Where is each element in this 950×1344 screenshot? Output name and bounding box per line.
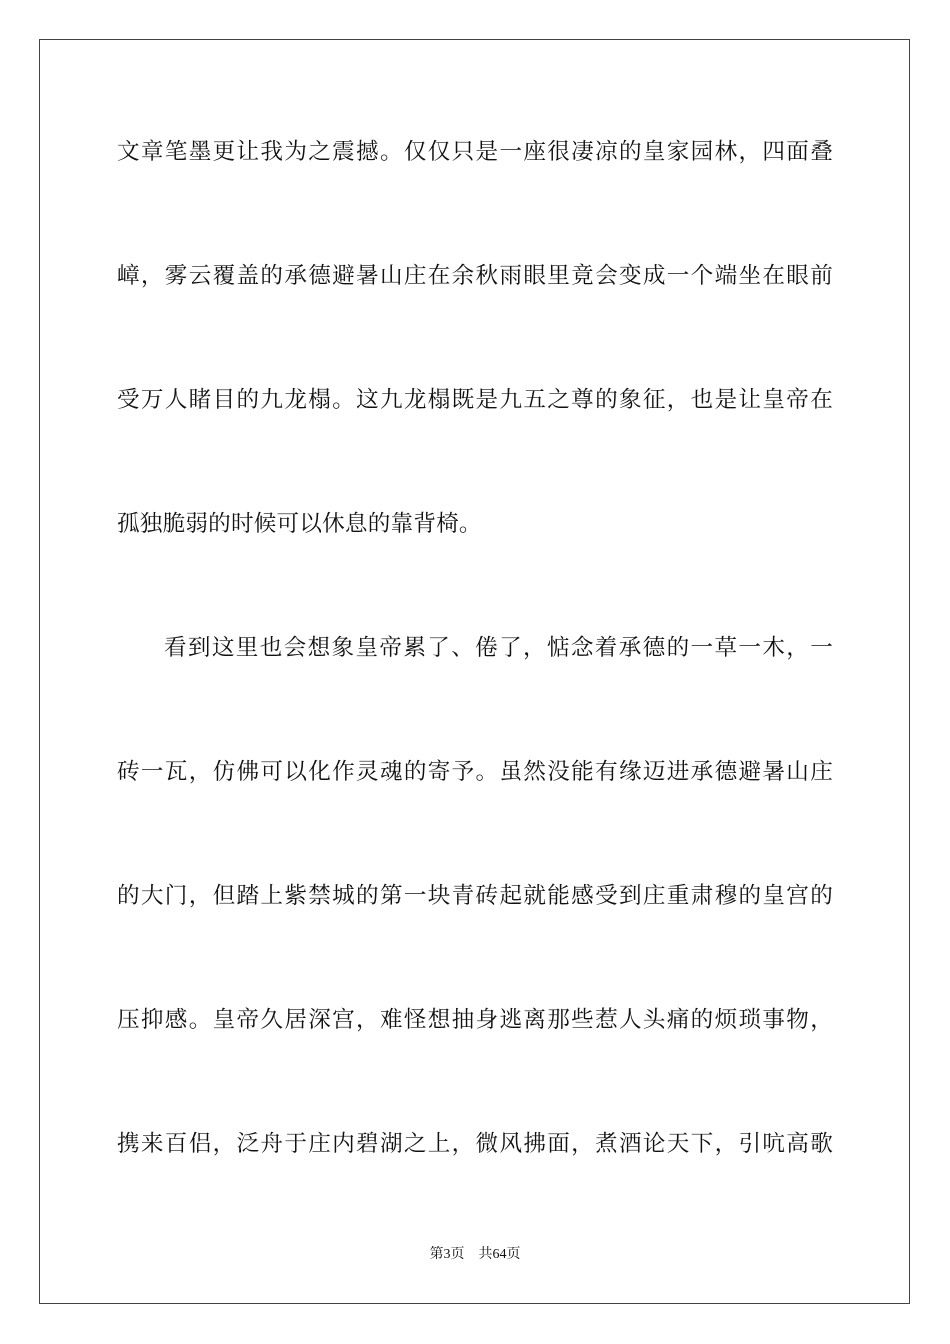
paragraph-first-line: 看到这里也会想象皇帝累了、倦了，惦念着承德的一草一木，一: [164, 635, 833, 661]
page-total: 共64页: [478, 1247, 521, 1262]
text-line: 压抑感。皇帝久居深宫，难怪想抽身逃离那些惹人头痛的烦琐事物，: [117, 1007, 833, 1033]
page-border: [39, 39, 910, 1304]
text-line: 的大门，但踏上紫禁城的第一块青砖起就能感受到庄重肃穆的皇宫的: [117, 883, 833, 909]
text-line: 孤独脆弱的时候可以休息的靠背椅。: [117, 511, 482, 537]
page-footer: [0, 1246, 950, 1264]
page-number: 第3页: [429, 1247, 465, 1262]
text-line: 携来百侣，泛舟于庄内碧湖之上，微风拂面，煮酒论天下，引吭高歌: [117, 1131, 833, 1157]
text-line: 受万人睹目的九龙榻。这九龙榻既是九五之尊的象征，也是让皇帝在: [117, 387, 833, 413]
text-line: 砖一瓦，仿佛可以化作灵魂的寄予。虽然没能有缘迈进承德避暑山庄: [117, 759, 833, 785]
text-line: 嶂，雾云覆盖的承德避暑山庄在余秋雨眼里竟会变成一个端坐在眼前: [117, 263, 833, 289]
text-line: 文章笔墨更让我为之震撼。仅仅只是一座很凄凉的皇家园林，四面叠: [117, 139, 833, 165]
